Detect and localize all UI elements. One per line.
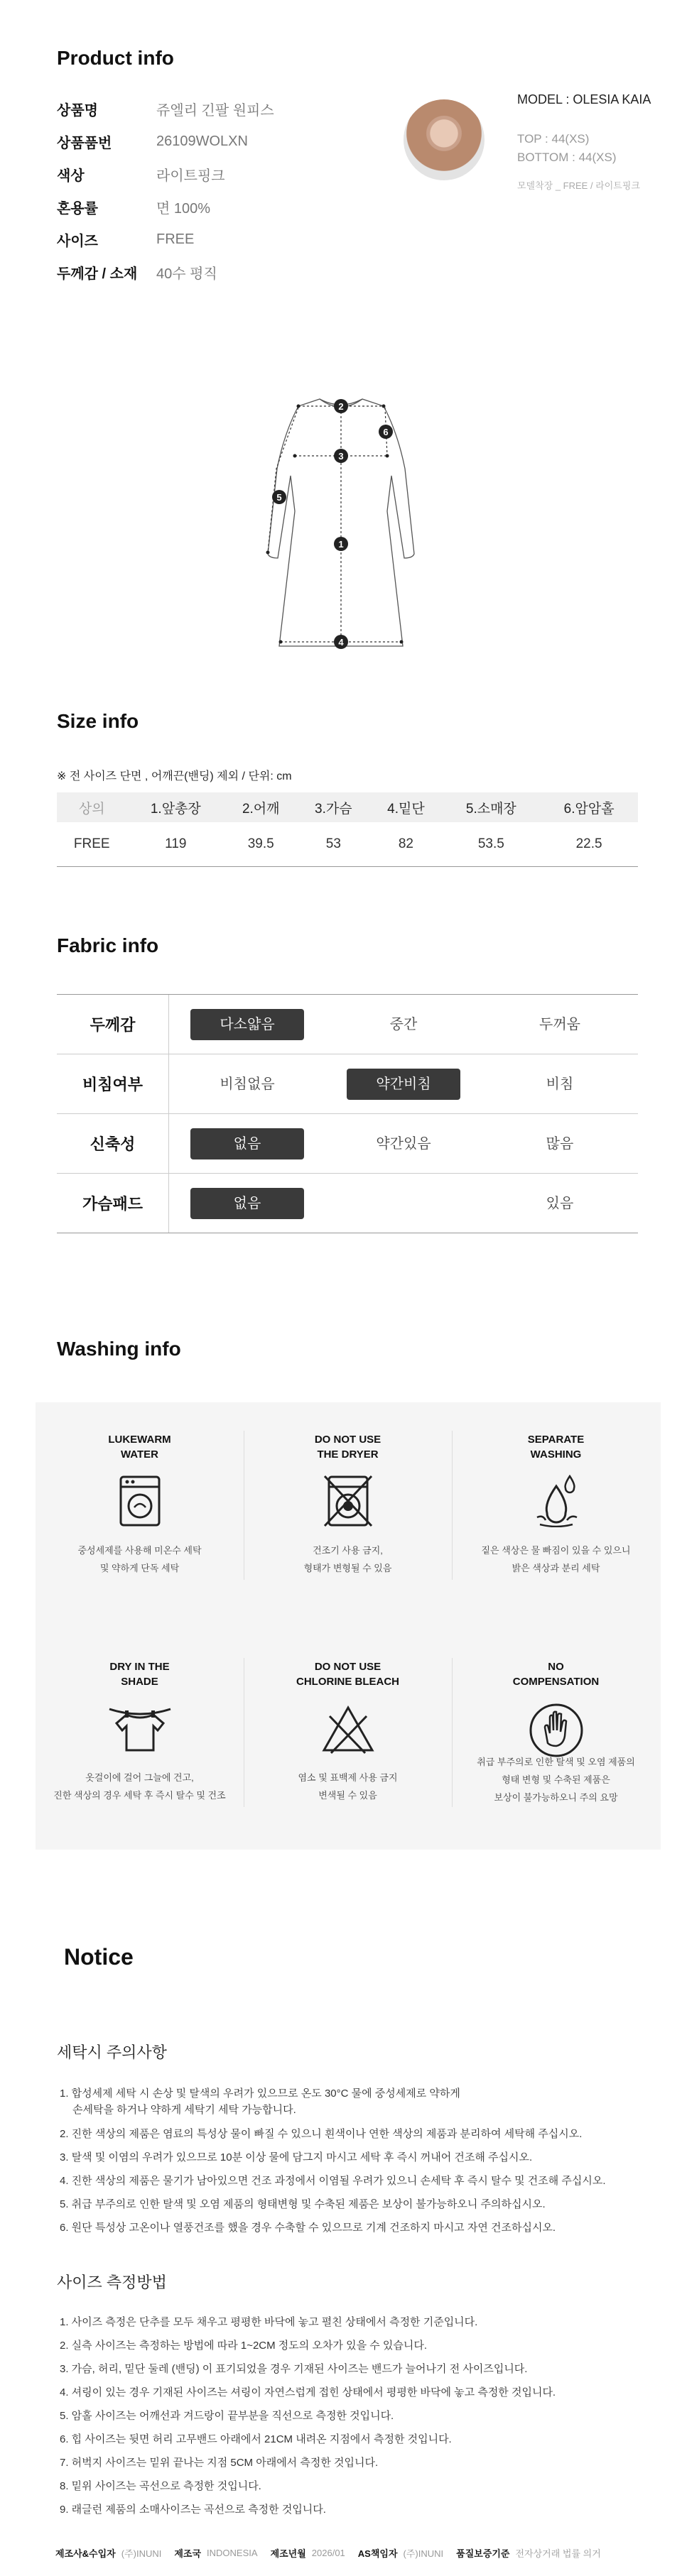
marker-4: 4 bbox=[338, 637, 344, 648]
fabric-table bbox=[57, 994, 638, 1233]
list-item: 4. 진한 색상의 제품은 물기가 남아있으면 건조 과정에서 이염될 우려가 있으니 손세탁 후 즉시 탈수 및 건조해 주십시오. bbox=[60, 2175, 606, 2187]
wash-desc: 형태가 변형될 수 있음 bbox=[303, 1563, 392, 1573]
size-cell: 22.5 bbox=[540, 822, 638, 866]
table-row bbox=[57, 822, 638, 866]
info-row bbox=[57, 256, 274, 288]
info-value: 쥬엘리 긴팔 원피스 bbox=[156, 102, 274, 119]
wash-desc-separate bbox=[452, 1541, 660, 1577]
wash-title: SEPARATE bbox=[527, 1434, 585, 1446]
washing-panel bbox=[36, 1402, 661, 1850]
fabric-label: 신축성 bbox=[57, 1114, 169, 1173]
fabric-option-selected: 없음 bbox=[169, 1188, 325, 1219]
info-value: FREE bbox=[156, 231, 195, 247]
info-row bbox=[57, 125, 274, 158]
wash-desc: 중성세제를 사용해 미온수 세탁 bbox=[77, 1545, 202, 1556]
size-header: 2.어깨 bbox=[224, 792, 297, 822]
wash-title: WASHING bbox=[530, 1448, 582, 1461]
no-bleach-icon bbox=[320, 1702, 377, 1754]
info-row bbox=[57, 158, 274, 190]
measure-list bbox=[60, 2310, 556, 2521]
list-item: 8. 밑위 사이즈는 곡선으로 측정한 것입니다. bbox=[60, 2480, 261, 2492]
wash-desc-lukewarm bbox=[36, 1541, 244, 1577]
product-footer bbox=[55, 2546, 608, 2560]
list-item: 5. 암홀 사이즈는 어깨선과 겨드랑이 끝부분을 직선으로 측정한 것입니다. bbox=[60, 2410, 394, 2422]
product-info-title: Product info bbox=[57, 47, 174, 69]
notice-title: Notice bbox=[64, 1944, 134, 1970]
wash-item-no-bleach bbox=[244, 1659, 452, 1754]
wash-title: WATER bbox=[120, 1448, 159, 1461]
list-item: 3. 탈색 및 이염의 우려가 있으므로 10분 이상 물에 담그지 마시고 세탁 후 즉시 꺼내어 건조해 주십시오. bbox=[60, 2151, 533, 2163]
size-table bbox=[57, 792, 638, 867]
fabric-option: 비침 bbox=[546, 1076, 574, 1092]
size-info-title: Size info bbox=[57, 710, 139, 732]
wash-desc: 보상이 불가능하오니 주의 요망 bbox=[494, 1792, 618, 1803]
info-value: 26109WOLXN bbox=[156, 133, 248, 149]
wash-title: DO NOT USE bbox=[314, 1661, 381, 1673]
list-item: 3. 가슴, 허리, 밑단 둘레 (밴딩) 이 표기되었을 경우 기재된 사이즈는 밴드가 늘어나기 전 사이즈입니다. bbox=[60, 2363, 528, 2375]
info-value: 40수 평직 bbox=[156, 266, 217, 282]
wash-desc-no-bleach bbox=[244, 1769, 452, 1804]
fabric-option-selected: 약간비침 bbox=[325, 1069, 482, 1100]
footer-key: 제조사&수입자 bbox=[55, 2548, 116, 2559]
size-cell: 82 bbox=[369, 822, 442, 866]
wash-item-no-dryer bbox=[244, 1432, 452, 1527]
fabric-row bbox=[57, 995, 638, 1054]
garment-measure-diagram bbox=[252, 391, 430, 653]
size-header: 3.가슴 bbox=[297, 792, 369, 822]
footer-value: (주)INUNI bbox=[121, 2548, 162, 2559]
marker-5: 5 bbox=[276, 492, 282, 503]
info-row bbox=[57, 92, 274, 125]
marker-6: 6 bbox=[383, 427, 389, 437]
size-header: 1.앞총장 bbox=[126, 792, 224, 822]
size-cell: 53 bbox=[297, 822, 369, 866]
info-label: 혼용률 bbox=[57, 200, 98, 217]
wash-desc: 염소 및 표백제 사용 금지 bbox=[298, 1772, 398, 1783]
model-name: MODEL : OLESIA KAIA bbox=[517, 92, 651, 107]
fabric-option: 있음 bbox=[546, 1195, 574, 1211]
list-item: 9. 래글런 제품의 소매사이즈는 곡선으로 측정한 것입니다. bbox=[60, 2504, 326, 2516]
wash-title: CHLORINE BLEACH bbox=[296, 1676, 399, 1688]
fabric-info-title: Fabric info bbox=[57, 934, 159, 956]
no-dryer-icon bbox=[323, 1475, 373, 1527]
washing-machine-icon bbox=[119, 1475, 161, 1527]
list-item: 1. 합성세제 세탁 시 손상 및 탈색의 우려가 있으므로 온도 30°C 물에 중성세제로 약하게 손세탁을 하거나 약하게 세탁기 세탁 가능합니다. bbox=[60, 2087, 460, 2116]
wash-desc-no-compensation bbox=[452, 1753, 660, 1806]
size-header: 4.밑단 bbox=[369, 792, 442, 822]
hanging-shirt-icon bbox=[108, 1702, 172, 1754]
model-avatar bbox=[404, 99, 485, 180]
list-item: 6. 원단 특성상 고온이나 열풍건조를 했을 경우 수축할 수 있으므로 기계 건조하지 마시고 자연 건조하십시오. bbox=[60, 2222, 556, 2234]
size-cell: 39.5 bbox=[224, 822, 297, 866]
size-cell: 53.5 bbox=[442, 822, 540, 866]
wash-title: DO NOT USE bbox=[314, 1434, 381, 1446]
size-note: ※ 전 사이즈 단면 , 어깨끈(밴딩) 제외 / 단위: cm bbox=[57, 770, 292, 782]
info-row bbox=[57, 190, 274, 223]
fabric-row bbox=[57, 1174, 638, 1233]
water-drops-icon bbox=[531, 1475, 581, 1527]
measure-title: 사이즈 측정방법 bbox=[57, 2274, 167, 2291]
info-label: 사이즈 bbox=[57, 233, 98, 249]
footer-key: 제조년월 bbox=[270, 2548, 306, 2559]
wash-title: COMPENSATION bbox=[512, 1676, 600, 1688]
wash-desc: 건조기 사용 금지, bbox=[313, 1545, 383, 1556]
wash-desc-dry-shade bbox=[36, 1769, 244, 1804]
fabric-option: 비침없음 bbox=[220, 1076, 275, 1092]
size-cell: 119 bbox=[126, 822, 224, 866]
wash-desc: 변색될 수 있음 bbox=[318, 1790, 377, 1801]
wash-title: SHADE bbox=[121, 1676, 158, 1688]
fabric-option: 중간 bbox=[389, 1016, 418, 1032]
product-info-table bbox=[57, 92, 274, 288]
list-item: 2. 실측 사이즈는 측정하는 방법에 따라 1~2CM 정도의 오차가 있을 수 있습니다. bbox=[60, 2340, 428, 2352]
wash-desc: 취급 부주의로 인한 탈색 및 오염 제품의 bbox=[477, 1757, 635, 1767]
wash-item-no-compensation bbox=[452, 1659, 660, 1759]
fabric-option-selected: 다소얇음 bbox=[169, 1009, 325, 1040]
size-header: 상의 bbox=[57, 792, 126, 822]
list-item: 5. 취급 부주의로 인한 탈색 및 오염 제품의 형태변형 및 수축된 제품은 보상이 불가능하오니 주의하십시오. bbox=[60, 2198, 546, 2210]
wash-desc: 밝은 색상과 분리 세탁 bbox=[512, 1563, 600, 1573]
footer-value: 2026/01 bbox=[311, 2548, 345, 2558]
model-top-size: TOP : 44(XS) bbox=[517, 132, 590, 146]
model-bottom-size: BOTTOM : 44(XS) bbox=[517, 151, 617, 164]
info-value: 라이트핑크 bbox=[156, 168, 225, 184]
size-cell: FREE bbox=[57, 822, 126, 866]
size-header: 5.소매장 bbox=[442, 792, 540, 822]
fabric-label: 두께감 bbox=[57, 995, 169, 1054]
fabric-option: 두꺼움 bbox=[539, 1016, 580, 1032]
wash-desc: 형태 변형 및 수축된 제품은 bbox=[502, 1774, 610, 1785]
footer-key: 제조국 bbox=[174, 2548, 202, 2559]
wash-desc: 짙은 색상은 물 빠짐이 있을 수 있으니 bbox=[481, 1545, 631, 1556]
info-label: 상품명 bbox=[57, 102, 98, 119]
footer-key: 품질보증기준 bbox=[456, 2548, 510, 2559]
info-label: 색상 bbox=[57, 168, 85, 184]
wash-item-dry-shade bbox=[36, 1659, 244, 1754]
marker-2: 2 bbox=[338, 401, 344, 412]
wash-desc: 및 약하게 단독 세탁 bbox=[99, 1563, 180, 1573]
list-item: 2. 진한 색상의 제품은 염료의 특성상 물이 빠질 수 있으니 흰색이나 연한 색상의 제품과 분리하여 세탁해 주십시오. bbox=[60, 2128, 583, 2140]
model-outfit-note: 모델착장 _ FREE / 라이트핑크 bbox=[517, 180, 640, 191]
wash-desc: 옷걸이에 걸어 그늘에 건고, bbox=[85, 1772, 194, 1783]
fabric-option bbox=[325, 1188, 482, 1219]
footer-value: 전자상거래 법률 의거 bbox=[515, 2548, 601, 2559]
wash-title: NO bbox=[548, 1661, 564, 1673]
wash-caution-list bbox=[60, 2082, 606, 2239]
stop-hand-icon bbox=[528, 1702, 585, 1759]
model-info bbox=[517, 92, 651, 192]
fabric-row bbox=[57, 1054, 638, 1114]
info-value: 면 100% bbox=[156, 200, 211, 217]
wash-item-separate bbox=[452, 1432, 660, 1527]
marker-3: 3 bbox=[338, 451, 344, 462]
list-item: 6. 힙 사이즈는 뒷면 허리 고무밴드 아래에서 21CM 내려온 지점에서 측정한 것입니다. bbox=[60, 2433, 452, 2445]
footer-value: (주)INUNI bbox=[403, 2548, 444, 2559]
marker-1: 1 bbox=[338, 539, 344, 550]
fabric-label: 가슴패드 bbox=[57, 1174, 169, 1233]
size-header: 6.암암홀 bbox=[540, 792, 638, 822]
info-label: 상품품번 bbox=[57, 135, 112, 151]
footer-value: INDONESIA bbox=[207, 2548, 258, 2558]
footer-key: AS책임자 bbox=[357, 2548, 398, 2559]
washing-info-title: Washing info bbox=[57, 1338, 181, 1360]
wash-title: THE DRYER bbox=[317, 1448, 379, 1461]
info-label: 두께감 / 소재 bbox=[57, 266, 138, 282]
fabric-option-selected: 없음 bbox=[169, 1128, 325, 1159]
info-row bbox=[57, 223, 274, 256]
size-header-row bbox=[57, 792, 638, 822]
wash-title: DRY IN THE bbox=[109, 1661, 170, 1673]
list-item: 7. 허벅지 사이즈는 밑위 끝나는 지점 5CM 아래에서 측정한 것입니다. bbox=[60, 2457, 379, 2469]
wash-desc-no-dryer bbox=[244, 1541, 452, 1577]
fabric-label: 비침여부 bbox=[57, 1054, 169, 1113]
wash-title: LUKEWARM bbox=[108, 1434, 171, 1446]
wash-caution-title: 세탁시 주의사항 bbox=[57, 2043, 167, 2061]
fabric-option: 약간있음 bbox=[376, 1135, 431, 1152]
list-item: 4. 셔링이 있는 경우 기재된 사이즈는 셔링이 자연스럽게 접힌 상태에서 평평한 바닥에 놓고 측정한 것입니다. bbox=[60, 2386, 556, 2398]
list-item: 1. 사이즈 측정은 단추를 모두 채우고 평평한 바닥에 놓고 펼친 상태에서 측정한 기준입니다. bbox=[60, 2316, 478, 2328]
wash-desc: 진한 색상의 경우 세탁 후 즉시 탈수 및 건조 bbox=[53, 1790, 226, 1801]
fabric-option: 많음 bbox=[546, 1135, 574, 1152]
fabric-row bbox=[57, 1114, 638, 1174]
wash-item-lukewarm bbox=[36, 1432, 244, 1527]
